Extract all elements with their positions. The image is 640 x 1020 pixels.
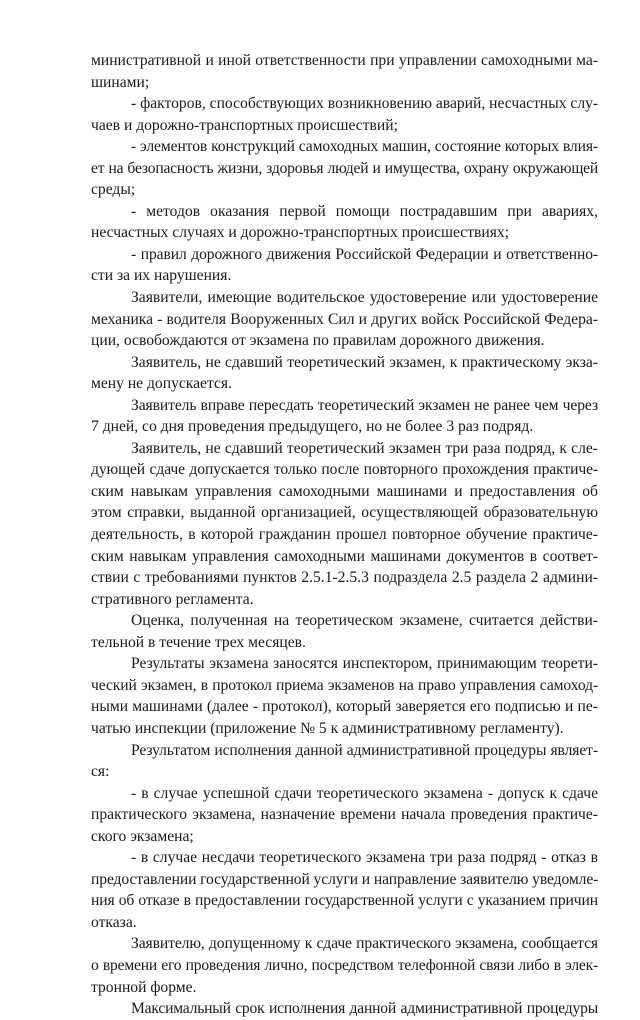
- text-line: Заявители, имеющие водительское удостоверение или удостоверение: [131, 289, 598, 307]
- text-line: дующей сдаче допускается только после повторного прохождения практиче-: [91, 461, 598, 479]
- text-line: о времени его проведения лично, посредством телефонной связи либо в элек-: [91, 956, 598, 974]
- text-line: ными машинами (далее - протокол), который заверяется его подписью и пе-: [91, 698, 598, 716]
- text-line: 7 дней, со дня проведения предыдущего, но не более 3 раз подряд.: [91, 418, 534, 436]
- text-line: Заявитель, не сдавший теоретический экзамен три раза подряд, к сле-: [131, 439, 598, 457]
- text-line: ствии с требованиями пунктов 2.5.1-2.5.3 подраздела 2.5 раздела 2 админи-: [91, 569, 598, 587]
- text-line: механика - водителя Вооруженных Сил и других войск Российской Федера-: [91, 310, 598, 328]
- text-line: - в случае успешной сдачи теоретического экзамена - допуск к сдаче: [131, 784, 598, 802]
- text-line: ского экзамена;: [91, 827, 194, 845]
- text-line: ческий экзамен, в протокол приема экзаменов на право управления самоход-: [91, 676, 598, 694]
- text-line: сти за их нарушения.: [91, 267, 232, 285]
- text-line: отказа.: [91, 913, 137, 931]
- text-line: - факторов, способствующих возникновению аварий, несчастных слу-: [131, 95, 599, 113]
- text-line: ния об отказе в предоставлении государственной услуги с указанием причин: [91, 892, 598, 910]
- text-line: ции, освобождаются от экзамена по правилам дорожного движения.: [91, 332, 545, 350]
- text-line: тельной в течение трех месяцев.: [91, 633, 306, 651]
- text-line: Оценка, полученная на теоретическом экзамене, считается действи-: [131, 612, 598, 630]
- text-line: - элементов конструкций самоходных машин, состояние которых влия-: [131, 138, 598, 156]
- text-line: Результатом исполнения данной административной процедуры являет-: [131, 741, 598, 759]
- text-line: мену не допускается.: [91, 375, 232, 393]
- text-line: ским навыкам управления самоходными машинами и предоставления об: [91, 482, 598, 500]
- text-line: Результаты экзамена заносятся инспектором, принимающим теорети-: [131, 655, 598, 673]
- text-line: Заявитель вправе пересдать теоретический экзамен не ранее чем через: [131, 396, 598, 414]
- text-line: практического экзамена, назначение времени начала проведения практиче-: [91, 806, 598, 824]
- text-line: ским навыкам управления самоходными машинами документов в соответ-: [91, 547, 598, 565]
- text-line: чаев и дорожно-транспортных происшествий;: [91, 116, 398, 134]
- text-line: Максимальный срок исполнения данной административной процедуры: [131, 1000, 598, 1018]
- text-line: тронной форме.: [91, 978, 197, 996]
- text-line: стративного регламента.: [91, 590, 254, 608]
- text-line: министративной и иной ответственности при управлении самоходными ма-: [91, 52, 598, 69]
- text-line: несчастных случаях и дорожно-транспортных происшествиях;: [91, 224, 510, 242]
- text-line: Заявителю, допущенному к сдаче практического экзамена, сообщается: [131, 935, 598, 953]
- text-line: чатью инспекции (приложение № 5 к административному регламенту).: [91, 719, 564, 737]
- text-line: Заявитель, не сдавший теоретический экзамен, к практическому экза-: [131, 353, 598, 371]
- text-line: - в случае несдачи теоретического экзамена три раза подряд - отказ в: [131, 849, 598, 867]
- text-line: ет на безопасность жизни, здоровья людей и имущества, охрану окружающей: [91, 159, 598, 177]
- text-line: шинами;: [91, 73, 150, 91]
- document-body: [91, 50, 598, 1020]
- text-line: этом справки, выданной организацией, осуществляющей образовательную: [91, 504, 598, 522]
- text-line: - методов оказания первой помощи пострадавшим при авариях,: [131, 202, 598, 220]
- text-line: ся:: [91, 763, 110, 781]
- text-line: среды;: [91, 181, 136, 199]
- text-line: - правил дорожного движения Российской Федерации и ответственно-: [131, 245, 598, 263]
- text-line: предоставлении государственной услуги и направление заявителю уведомле-: [91, 870, 599, 888]
- text-line: деятельность, в которой гражданин прошел повторное обучение практиче-: [91, 526, 598, 544]
